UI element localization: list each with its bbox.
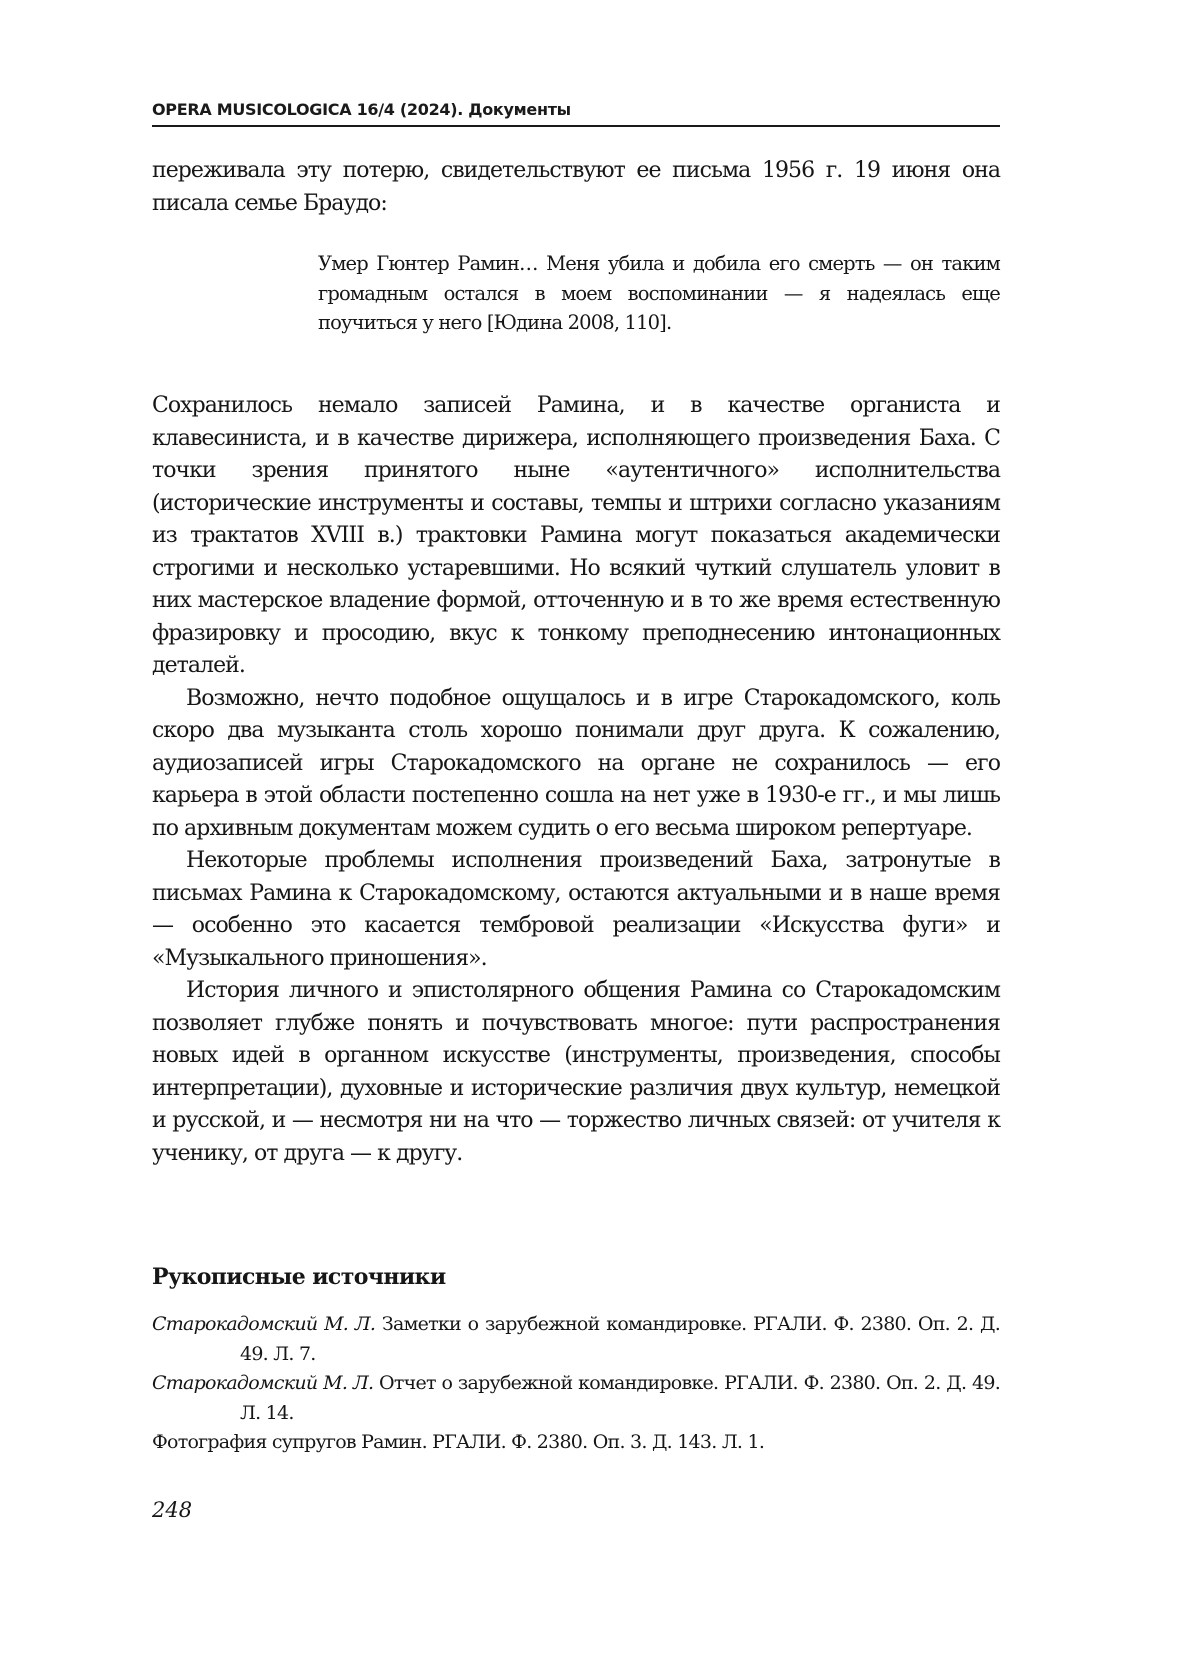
source-text: Заметки о зарубежной командировке. РГАЛИ. Ф. 2380. Оп. 2. Д. 49. Л. 7. xyxy=(240,1313,1000,1365)
opening-paragraph: переживала эту потерю, свидетельствуют ее письма 1956 г. 19 июня она писала семье Браудо: xyxy=(152,158,1000,216)
paragraph: Сохранилось немало записей Рамина, и в качестве органиста и клавесиниста, и в качестве дирижера, исполняющего произведения Баха. С точки зрения принятого ныне «аутентичного» исполнительства (исторические инструменты и составы, темпы и штрихи согласно указаниям из трактатов XVIII в.) трактовки Рамина могут показаться академически строгими и несколько устаревшими. Но всякий чуткий слушатель уловит в них мастерское владение формой, отточенную и в то же время естественную фразировку и просодию, вкус к тонкому преподнесению интонационных деталей. xyxy=(152,393,1000,678)
page-number: 248 xyxy=(152,1498,193,1522)
source-author: Старокадомский М. Л. xyxy=(152,1313,376,1335)
source-text: Фотография супругов Рамин. РГАЛИ. Ф. 2380. Оп. 3. Д. 143. Л. 1. xyxy=(152,1431,765,1453)
header-rule xyxy=(152,125,1000,127)
source-text: Отчет о зарубежной командировке. РГАЛИ. Ф. 2380. Оп. 2. Д. 49. Л. 14. xyxy=(240,1372,1000,1424)
main-text xyxy=(152,390,1000,1170)
paragraph: История личного и эпистолярного общения Рамина со Старокадомским позволяет глубже понять и почувствовать многое: пути распространения новых идей в органном искусстве (инструменты, произведения, способы интерпретации), духовные и исторические различия двух культур, немецкой и русской, и — несмотря ни на что — торжество личных связей: от учителя к ученику, от друга — к другу. xyxy=(152,978,1000,1166)
paragraph: Некоторые проблемы исполнения произведений Баха, затронутые в письмах Рамина к Старокадомскому, остаются актуальными и в наше время — особенно это касается тембровой реализации «Искусства фуги» и «Музыкального приношения». xyxy=(152,848,1000,971)
block-quote: Умер Гюнтер Рамин… Меня убила и добила его смерть — он таким громадным остался в моем воспоминании — я надеялась еще поучиться у него [Юдина 2008, 110]. xyxy=(318,252,1000,334)
document-page xyxy=(152,0,1000,1674)
running-head: OPERA MUSICOLOGICA 16/4 (2024). Документы xyxy=(152,100,571,119)
source-author: Старокадомский М. Л. xyxy=(152,1372,374,1394)
source-item xyxy=(152,1310,1000,1369)
sources-list xyxy=(152,1310,1000,1458)
paragraph: Возможно, нечто подобное ощущалось и в игре Старокадомского, коль скоро два музыканта столь хорошо понимали друг друга. К сожалению, аудиозаписей игры Старокадомского на органе не сохранилось — его карьера в этой области постепенно сошла на нет уже в 1930-е гг., и мы лишь по архивным документам можем судить о его весьма широком репертуаре. xyxy=(152,685,1000,841)
section-title: Рукописные источники xyxy=(152,1264,446,1290)
source-item xyxy=(152,1428,1000,1458)
source-item xyxy=(152,1369,1000,1428)
